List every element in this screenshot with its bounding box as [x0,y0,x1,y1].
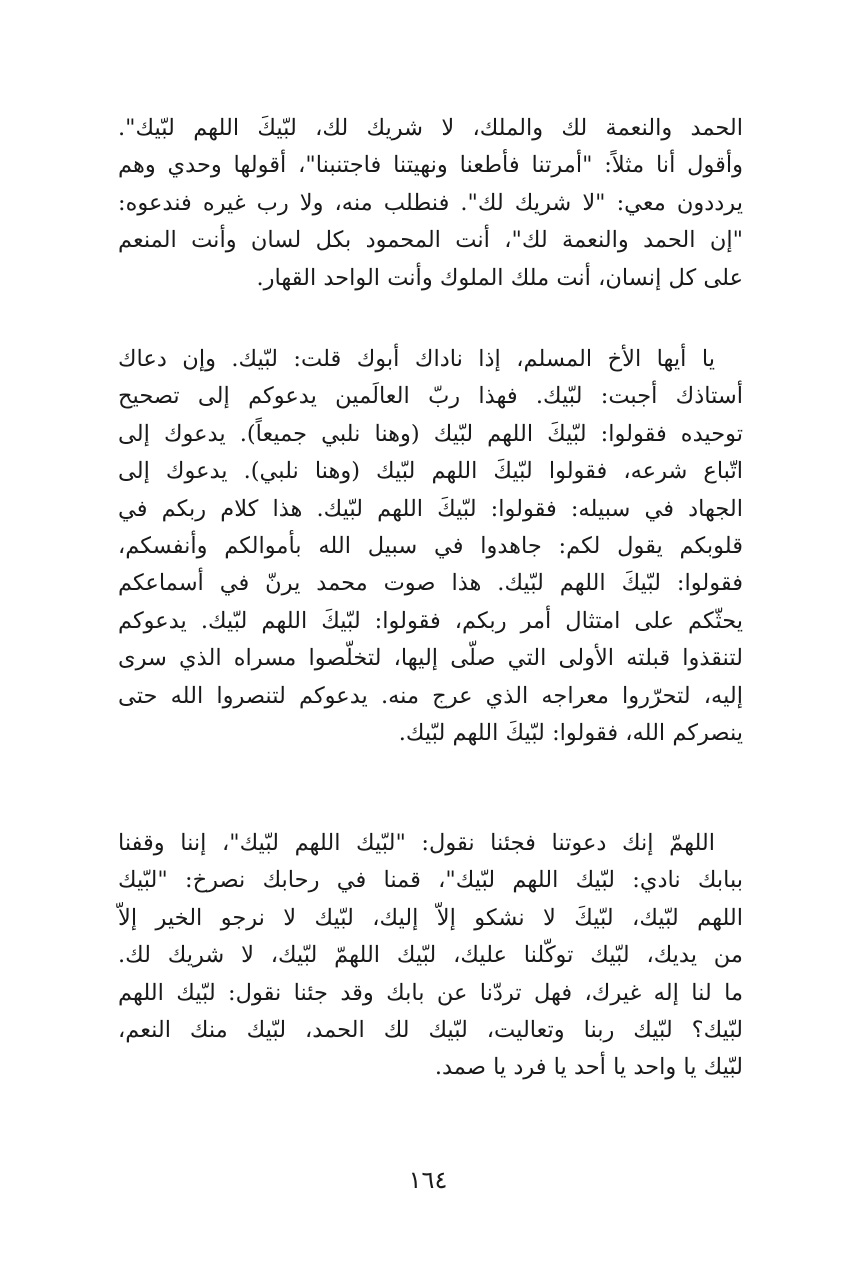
text-line: توحيده فقولوا: لبّيكَ اللهم لبّيك (وهنا نلبي جميعاً). يدعوك إلى [118,420,743,447]
text-line: يحثّكم على امتثال أمر ربكم، فقولوا: لبّيكَ اللهم لبّيك. يدعوكم [118,607,743,634]
text-line: ما لنا إله غيرك، فهل تردّنا عن بابك وقد جئنا نقول: لبّيك اللهم [118,979,743,1006]
text-line: اتّباع شرعه، فقولوا لبّيكَ اللهم لبّيك (وهنا نلبي). يدعوك إلى [118,458,743,485]
text-line: فقولوا: لبّيكَ اللهم لبّيك. هذا صوت محمد يرنّ في أسماعكم [118,570,743,597]
paragraph-2 [118,341,743,752]
page-number: ١٦٤ [408,1166,448,1194]
text-line: اللهم لبّيك، لبّيكَ لا نشكو إلاّ إليك، لبّيك لا نرجو الخير إلاّ [118,904,743,931]
text-line: على كل إنسان، أنت ملك الملوك وأنت الواحد القهار. [256,264,743,291]
text-line: ينصركم الله، فقولوا: لبّيكَ اللهم لبّيك. [398,719,743,746]
text-line: يرددون معي: "لا شريك لك". فنطلب منه، ولا رب غيره فندعوه: [118,189,743,216]
text-line: قلوبكم يقول لكم: جاهدوا في سبيل الله بأموالكم وأنفسكم، [118,532,743,559]
paragraph-3 [118,825,743,1087]
text-line: اللهمّ إنك دعوتنا فجئنا نقول: "لبّيك اللهم لبّيك"، إننا وقفنا [118,830,715,856]
text-line: أستاذك أجبت: لبّيك. فهذا ربّ العالَمين يدعوكم إلى تصحيح [118,383,743,410]
text-line: يا أيها الأخ المسلم، إذا ناداك أبوك قلت: لبّيك. وإن دعاك [118,346,715,372]
text-line: لتنقذوا قبلته الأولى التي صلّى إليها، لتخلّصوا مسراه الذي سرى [118,645,743,672]
text-line: لبّيك يا واحد يا أحد يا فرد يا صمد. [434,1054,743,1081]
text-line: ببابك نادي: لبّيك اللهم لبّيك"، قمنا في رحابك نصرخ: "لبّيك [118,867,743,894]
text-line: لبّيك؟ لبّيك ربنا وتعاليت، لبّيك لك الحمد، لبّيك منك النعم، [118,1016,743,1043]
text-line: الحمد والنعمة لك والملك، لا شريك لك، لبّيكَ اللهم لبّيك". [118,115,743,141]
text-line: إليه، لتحرّروا معراجه الذي عرج منه. يدعوكم لتنصروا الله حتى [118,682,743,709]
text-line: "إن الحمد والنعمة لك"، أنت المحمود بكل لسان وأنت المنعم [118,227,743,254]
text-line: من يديك، لبّيك توكّلنا عليك، لبّيك اللهمّ لبّيك، لا شريك لك. [118,942,743,969]
text-line: الجهاد في سبيله: فقولوا: لبّيكَ اللهم لبّيك. هذا كلام ربكم في [118,495,743,522]
paragraph-1 [118,110,743,297]
text-line: وأقول أنا مثلاً: "أمرتنا فأطعنا ونهيتنا فاجتنبنا"، أقولها وحدي وهم [118,152,743,179]
